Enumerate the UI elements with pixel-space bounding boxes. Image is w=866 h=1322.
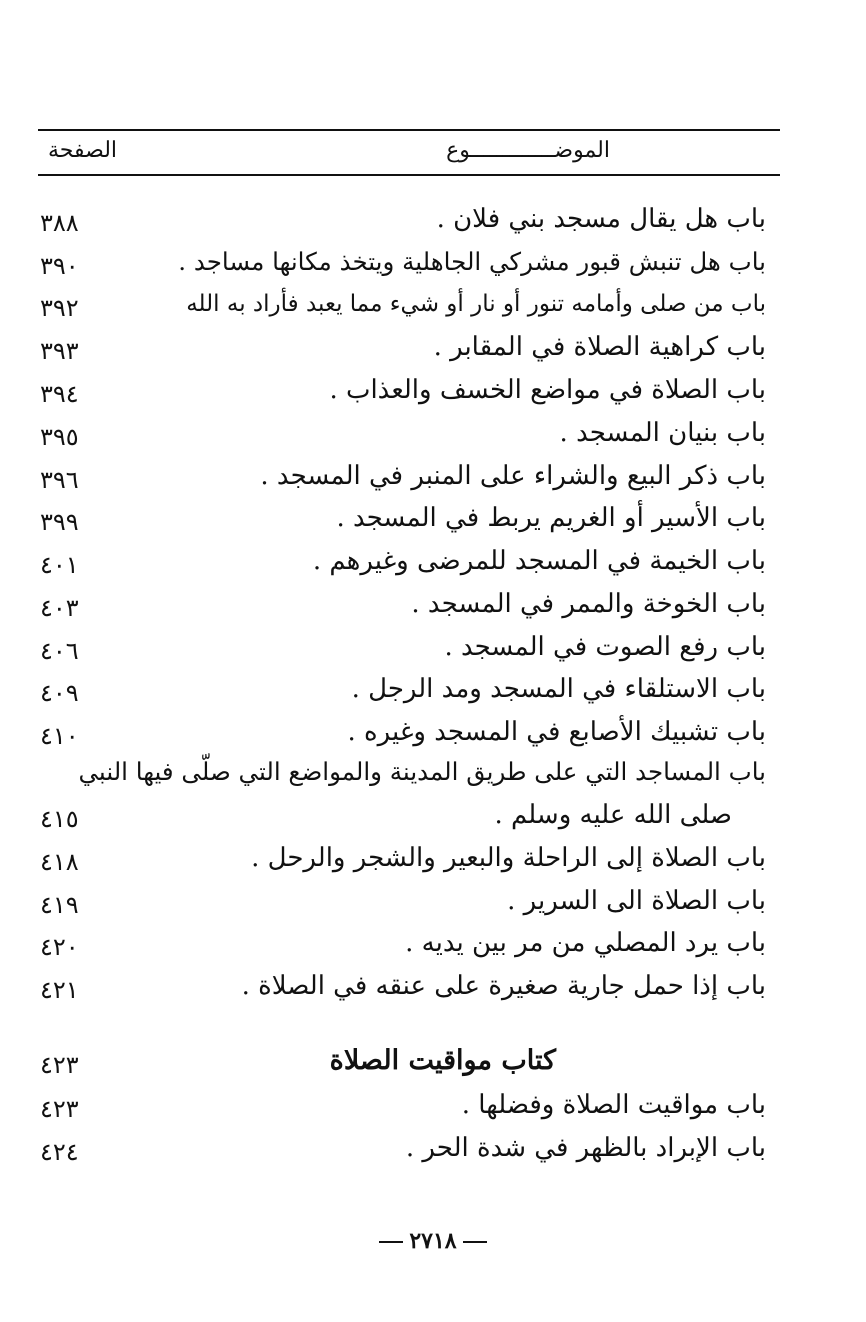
entry-page: ٣٩٠ bbox=[40, 252, 79, 280]
toc-entry bbox=[40, 583, 766, 625]
entry-title: باب الصلاة في مواضع الخسف والعذاب . bbox=[329, 375, 766, 405]
page-column-heading: الصفحة bbox=[48, 138, 118, 163]
entry-page: ٣٩٥ bbox=[40, 423, 79, 451]
entry-title: باب كراهية الصلاة في المقابر . bbox=[433, 332, 766, 362]
page-footer bbox=[0, 1228, 866, 1254]
entry-page: ٤٠٦ bbox=[40, 637, 79, 665]
entry-title: صلى الله عليه وسلم . bbox=[494, 800, 732, 830]
toc-entry bbox=[40, 880, 766, 922]
toc-entry bbox=[40, 455, 766, 497]
topic-column-heading: الموضـــــــــــــوع bbox=[446, 138, 610, 163]
entry-title: باب رفع الصوت في المسجد . bbox=[444, 632, 766, 662]
entry-page: ٣٩٩ bbox=[40, 508, 79, 536]
entry-page: ٣٩٤ bbox=[40, 380, 79, 408]
entry-page: ٤٠١ bbox=[40, 551, 79, 579]
entry-page: ٣٩٢ bbox=[40, 294, 79, 322]
toc-entry bbox=[40, 711, 766, 753]
entry-page: ٤٢١ bbox=[40, 976, 79, 1004]
entry-page: ٤١٩ bbox=[40, 891, 79, 919]
toc-entry bbox=[40, 922, 766, 964]
entry-page: ٣٩٣ bbox=[40, 337, 79, 365]
entry-title: باب الخيمة في المسجد للمرضى وغيرهم . bbox=[312, 546, 766, 576]
toc-entry bbox=[40, 626, 766, 668]
entry-page: ٤٢٣ bbox=[40, 1095, 79, 1123]
section-title: كتاب مواقيت الصلاة bbox=[329, 1045, 556, 1076]
toc-entry bbox=[40, 751, 766, 793]
entry-page: ٤١٥ bbox=[40, 805, 79, 833]
entry-page: ٤١٠ bbox=[40, 722, 79, 750]
toc-entry bbox=[40, 837, 766, 879]
entry-title: باب يرد المصلي من مر بين يديه . bbox=[405, 928, 766, 958]
entry-page: ٤١٨ bbox=[40, 848, 79, 876]
entry-title: باب الخوخة والممر في المسجد . bbox=[411, 589, 766, 619]
toc-entry bbox=[40, 412, 766, 454]
entry-title: باب بنيان المسجد . bbox=[559, 418, 766, 448]
entry-title: باب الصلاة إلى الراحلة والبعير والشجر والرحل . bbox=[251, 843, 766, 873]
header-top-rule bbox=[38, 129, 780, 131]
header-bottom-rule bbox=[38, 174, 780, 176]
entry-title: باب هل تنبش قبور مشركي الجاهلية ويتخذ مكانها مساجد . bbox=[178, 247, 766, 276]
entry-page: ٤٢٠ bbox=[40, 933, 79, 961]
entry-page: ٣٩٦ bbox=[40, 466, 79, 494]
footer-dash-right bbox=[463, 1241, 487, 1243]
toc-entry bbox=[40, 241, 766, 283]
entry-title: باب الصلاة الى السرير . bbox=[507, 886, 766, 916]
page-number: ٢٧١٨ bbox=[409, 1228, 457, 1254]
toc-entry bbox=[40, 540, 766, 582]
toc-entry bbox=[40, 369, 766, 411]
toc-entry bbox=[40, 1084, 766, 1126]
entry-page: ٤٢٤ bbox=[40, 1138, 79, 1166]
toc-section-heading bbox=[40, 1040, 766, 1082]
toc-entry-continuation bbox=[40, 794, 766, 836]
entry-title: باب إذا حمل جارية صغيرة على عنقه في الصلاة . bbox=[241, 971, 766, 1001]
toc-entry bbox=[40, 198, 766, 240]
entry-title: باب المساجد التي على طريق المدينة والمواضع التي صلّى فيها النبي bbox=[78, 757, 766, 786]
toc-entry bbox=[40, 497, 766, 539]
entry-page: ٣٨٨ bbox=[40, 209, 79, 237]
entry-title: باب الإبراد بالظهر في شدة الحر . bbox=[405, 1133, 766, 1163]
toc-entry bbox=[40, 668, 766, 710]
entry-title: باب الأسير أو الغريم يربط في المسجد . bbox=[336, 503, 766, 533]
toc-entry bbox=[40, 283, 766, 325]
entry-title: باب ذكر البيع والشراء على المنبر في المسجد . bbox=[260, 461, 766, 491]
toc-entry bbox=[40, 965, 766, 1007]
entry-title: باب مواقيت الصلاة وفضلها . bbox=[461, 1090, 766, 1120]
entry-title: باب من صلى وأمامه تنور أو نار أو شيء مما يعبد فأراد به الله bbox=[186, 291, 766, 317]
footer-dash-left bbox=[379, 1241, 403, 1243]
toc-entry bbox=[40, 1127, 766, 1169]
toc-header bbox=[38, 134, 780, 172]
entry-title: باب هل يقال مسجد بني فلان . bbox=[436, 204, 766, 234]
toc-entry bbox=[40, 326, 766, 368]
entry-page: ٤٠٣ bbox=[40, 594, 79, 622]
entry-page: ٤٠٩ bbox=[40, 679, 79, 707]
entry-page: ٤٢٣ bbox=[40, 1051, 79, 1079]
entry-title: باب تشبيك الأصابع في المسجد وغيره . bbox=[347, 717, 766, 747]
entry-title: باب الاستلقاء في المسجد ومد الرجل . bbox=[351, 674, 766, 704]
